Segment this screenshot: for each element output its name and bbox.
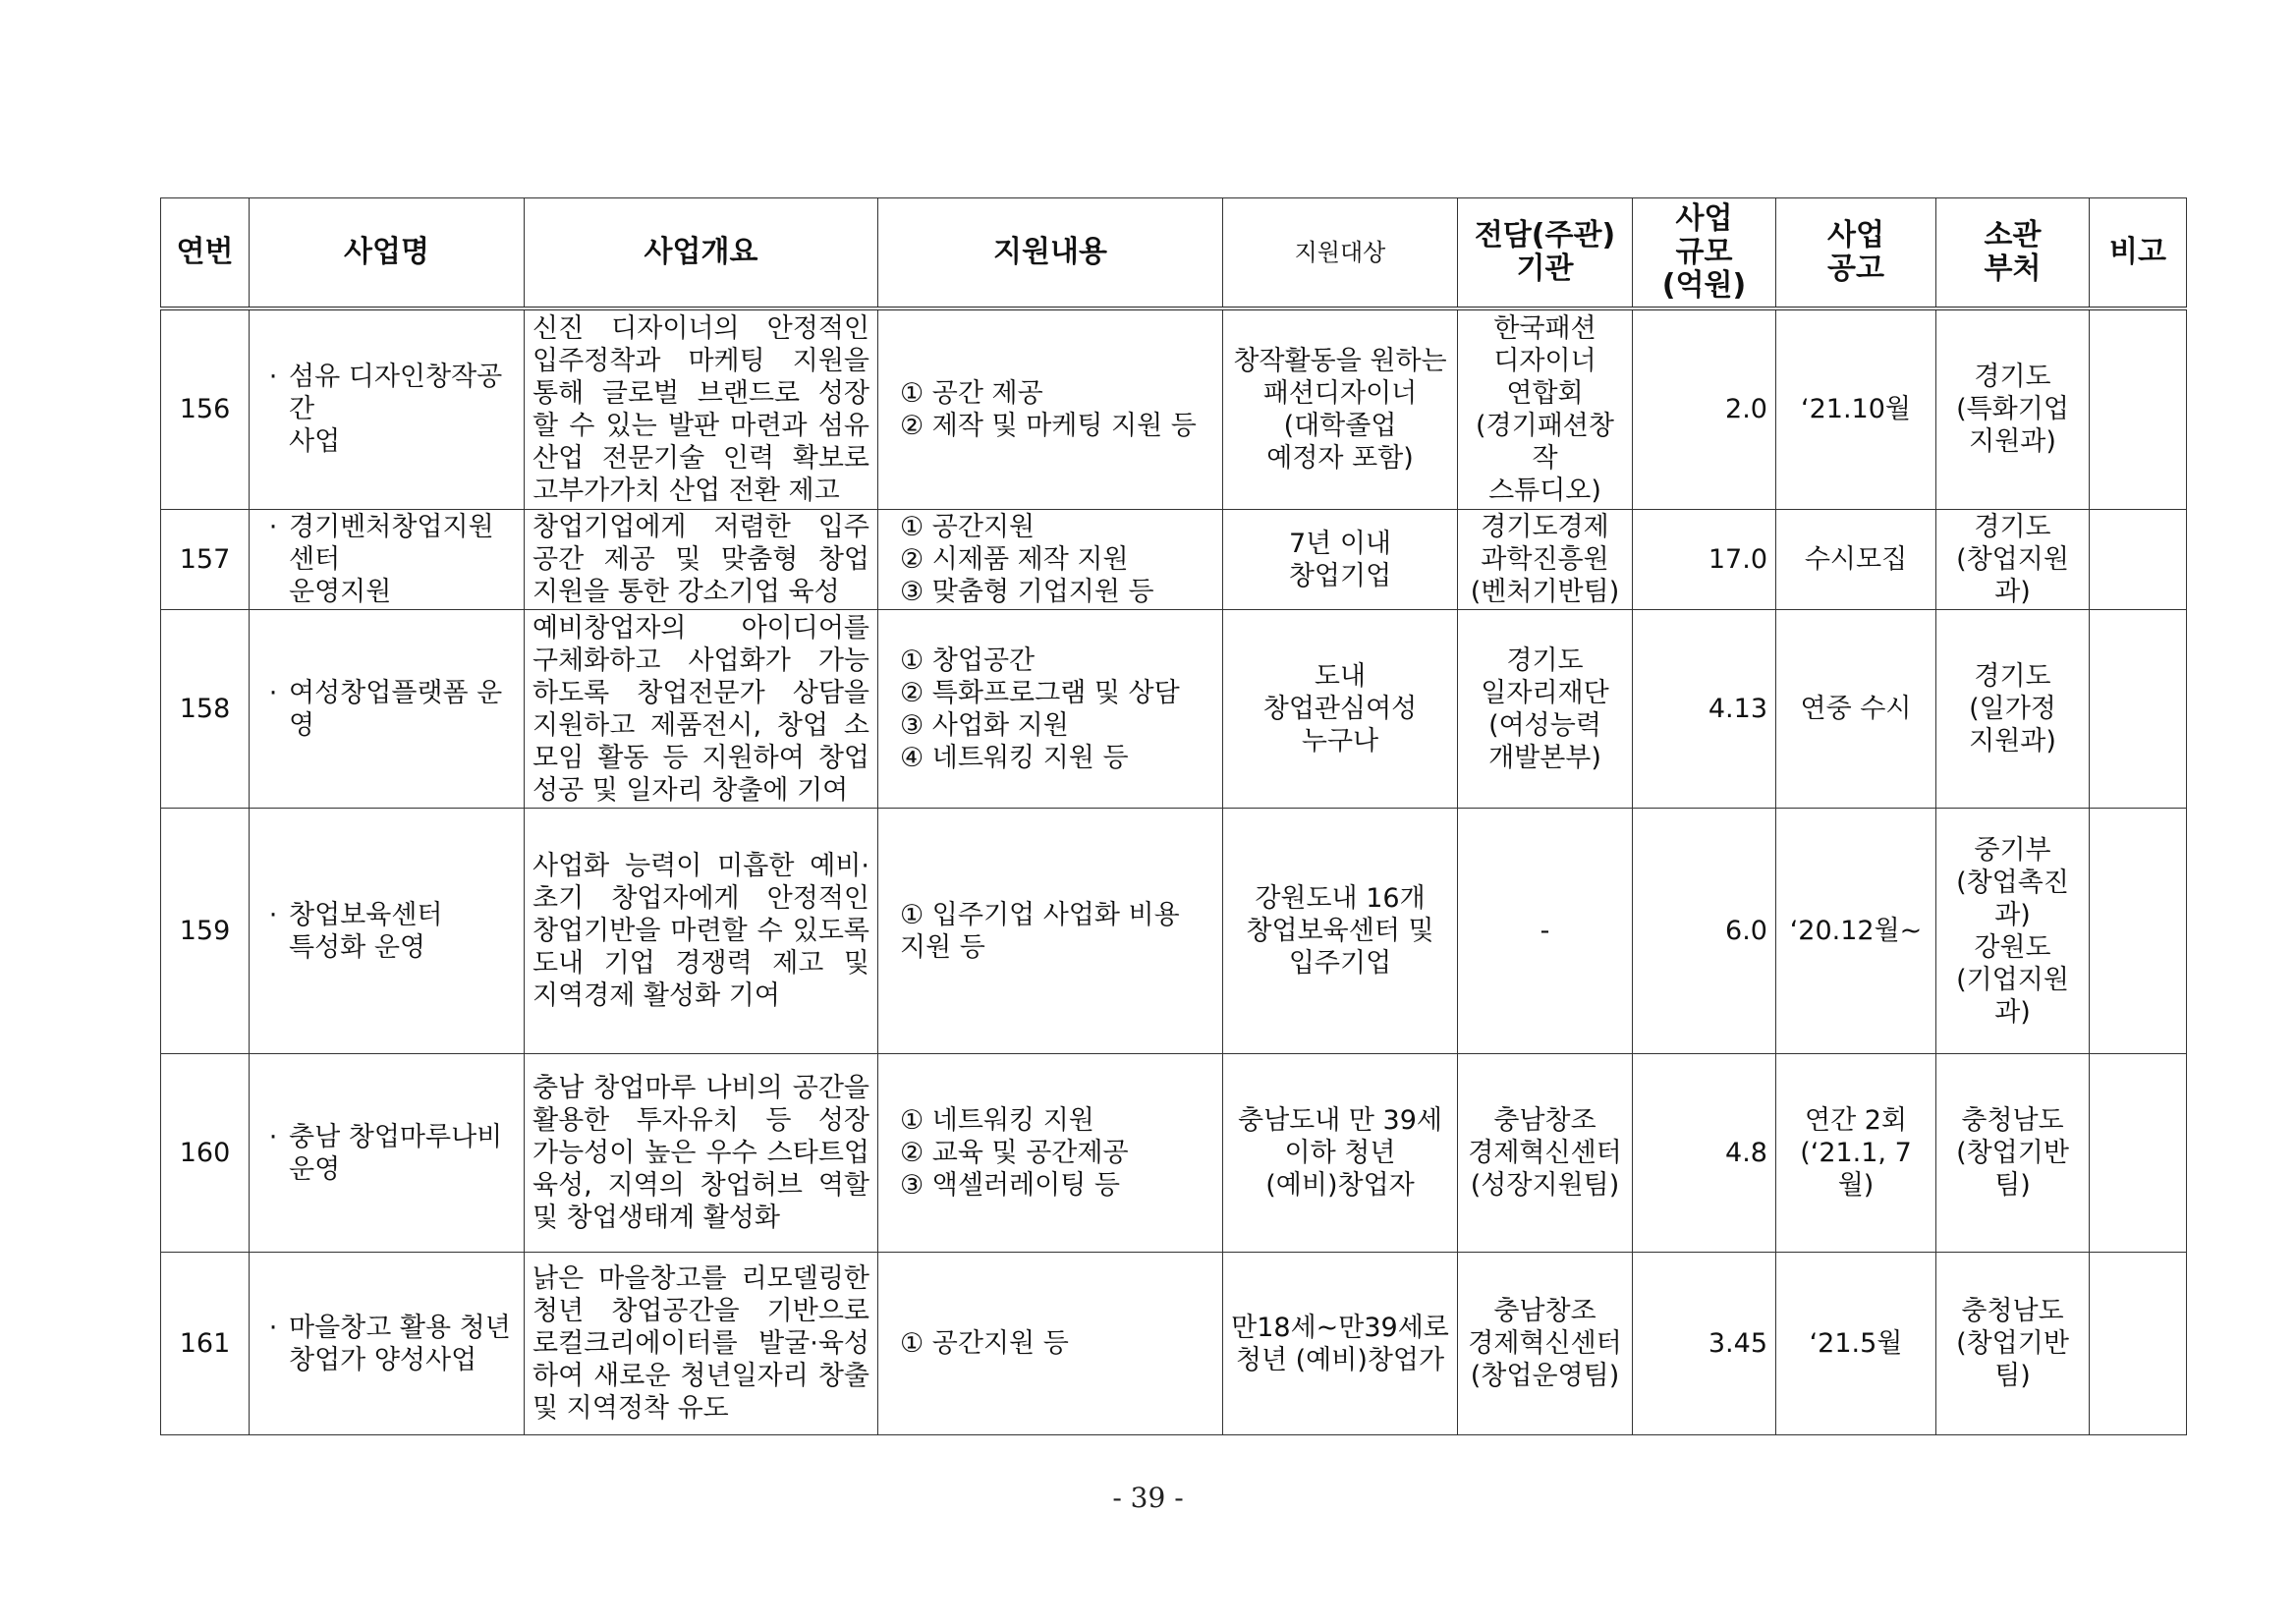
header-no: 연번 [161, 198, 250, 308]
business-name-text [289, 1121, 502, 1186]
overview-line: 하여 새로운 청년일자리 창출 [532, 1361, 869, 1391]
agency-line: 과학진흥원 [1481, 544, 1609, 575]
header-scale-line: (억원) [1661, 267, 1747, 303]
ministry-line: (일가정 [1969, 694, 2056, 724]
support-item: ① 창업공간 [900, 644, 1036, 676]
cell-ministry [1936, 308, 2090, 510]
support-item: ③ 사업화 지원 [900, 709, 1069, 741]
cell-support [878, 1054, 1223, 1253]
business-name-line: 특성화 운영 [289, 931, 425, 963]
cell-name [250, 610, 525, 809]
agency-line: (벤처기반팀) [1470, 577, 1620, 607]
overview-line: 입주정착과 마케팅 지원을 [532, 345, 869, 376]
cell-ministry [1936, 809, 2090, 1054]
cell-overview [525, 610, 878, 809]
overview-line: 활용한 투자유치 등 성장 [532, 1105, 869, 1136]
cell-target [1223, 1054, 1458, 1253]
header-scale [1633, 198, 1776, 308]
agency-line: (성장지원팀) [1470, 1170, 1620, 1201]
bullet-mark: · [268, 677, 278, 708]
cell-overview [525, 1253, 878, 1435]
business-name-line: 여성창업플랫폼 운영 [289, 677, 503, 741]
cell-notice [1776, 510, 1936, 610]
table-body [161, 308, 2187, 1435]
target-line: 청년 (예비)창업가 [1235, 1344, 1445, 1375]
cell-no: 156 [161, 308, 250, 510]
cell-remarks [2090, 308, 2187, 510]
notice-line: 연중 수시 [1800, 694, 1912, 724]
target-line: (예비)창업자 [1265, 1170, 1415, 1201]
ministry-line: 지원과) [1969, 426, 2056, 458]
cell-agency [1458, 610, 1633, 809]
overview-line: 도내 기업 경쟁력 제고 및 [532, 948, 869, 979]
business-name [257, 511, 516, 608]
cell-agency [1458, 1054, 1633, 1253]
support-item: 지원 등 [900, 931, 985, 963]
cell-ministry [1936, 1054, 2090, 1253]
cell-notice [1776, 809, 1936, 1054]
cell-support [878, 1253, 1223, 1435]
bullet-mark: · [268, 899, 278, 930]
cell-no: 158 [161, 610, 250, 809]
table-row [161, 809, 2187, 1054]
ministry-line: 경기도 [1974, 512, 2051, 542]
cell-notice [1776, 610, 1936, 809]
business-name-text [289, 511, 516, 608]
target-line: 이하 청년 [1284, 1138, 1396, 1168]
support-item: ② 제작 및 마케팅 지원 등 [900, 410, 1197, 441]
overview-line: 및 지역정착 유도 [532, 1393, 729, 1424]
cell-overview [525, 308, 878, 510]
target-line: 도내 [1314, 661, 1367, 692]
cell-target [1223, 308, 1458, 510]
cell-scale: 4.8 [1633, 1054, 1776, 1253]
target-line: 입주기업 [1288, 948, 1392, 979]
header-ministry [1936, 198, 2090, 308]
table-row [161, 1054, 2187, 1253]
business-name [257, 677, 516, 742]
cell-notice [1776, 308, 1936, 510]
target-line: 창작활동을 원하는 [1233, 345, 1447, 376]
agency-line: 경제혁신센터 [1468, 1138, 1622, 1168]
cell-ministry [1936, 510, 2090, 610]
header-overview: 사업개요 [525, 198, 878, 308]
support-item: ③ 액셀러레이팅 등 [900, 1170, 1120, 1201]
overview-line: 충남 창업마루 나비의 공간을 [532, 1073, 869, 1103]
cell-remarks [2090, 610, 2187, 809]
ministry-line: (창업촉진과) [1956, 867, 2069, 930]
header-scale-line: 사업 [1675, 200, 1733, 236]
overview-line: 청년 창업공간을 기반으로 [532, 1296, 869, 1326]
overview-line: 지원하고 제품전시, 창업 소 [532, 709, 869, 741]
ministry-line: 충청남도 [1961, 1296, 2064, 1326]
cell-no: 160 [161, 1054, 250, 1253]
cell-name [250, 1054, 525, 1253]
overview-line: 지원을 통한 강소기업 육성 [532, 577, 840, 607]
ministry-line: 중기부 [1974, 834, 2051, 866]
overview-line: 창업기업에게 저렴한 입주 [532, 512, 869, 542]
header-notice-line: 사업 [1827, 217, 1884, 252]
business-name-line: 충남 창업마루나비 [289, 1121, 503, 1152]
overview-line: 고부가가치 산업 전환 제고 [532, 475, 840, 506]
header-agency [1458, 198, 1633, 308]
support-item: ① 입주기업 사업화 비용 [900, 899, 1180, 930]
ministry-line: 강원도 [1974, 931, 2051, 963]
business-name [257, 361, 516, 458]
notice-line: ‘21.5월 [1809, 1328, 1903, 1359]
agency-line: 경제혁신센터 [1468, 1328, 1622, 1359]
ministry-line: 경기도 [1974, 661, 2051, 692]
cell-ministry [1936, 610, 2090, 809]
agency-line: 개발본부) [1488, 742, 1601, 773]
overview-line: 할 수 있는 발판 마련과 섬유 [532, 410, 869, 441]
support-item: ② 시제품 제작 지원 [900, 544, 1129, 575]
header-support: 지원내용 [878, 198, 1223, 308]
cell-scale: 6.0 [1633, 809, 1776, 1054]
business-name-line: 창업보육센터 [289, 899, 443, 930]
header-name: 사업명 [250, 198, 525, 308]
agency-line: 스튜디오) [1488, 475, 1601, 506]
target-line: 누구나 [1301, 726, 1379, 756]
overview-line: 낡은 마을창고를 리모델링한 [532, 1263, 869, 1294]
cell-no: 157 [161, 510, 250, 610]
cell-remarks [2090, 510, 2187, 610]
table-row [161, 1253, 2187, 1435]
agency-line: 경기도 [1506, 644, 1584, 676]
cell-support [878, 610, 1223, 809]
target-line: 창업기업 [1288, 560, 1392, 591]
notice-line: 수시모집 [1804, 544, 1908, 575]
agency-line: 경기도경제 [1481, 512, 1609, 542]
header-agency-line: 전담(주관) [1474, 217, 1616, 252]
target-line: 창업보육센터 및 [1246, 916, 1434, 946]
ministry-line: 지원과) [1969, 726, 2056, 756]
business-name [257, 1312, 516, 1376]
header-target: 지원대상 [1223, 198, 1458, 308]
cell-no: 159 [161, 809, 250, 1054]
cell-name [250, 809, 525, 1054]
cell-overview [525, 809, 878, 1054]
cell-overview [525, 510, 878, 610]
table-row [161, 308, 2187, 510]
header-ministry-line: 소관 [1984, 217, 2042, 252]
bullet-mark: · [268, 1121, 278, 1152]
target-line: 충남도내 만 39세 [1237, 1105, 1442, 1136]
business-name-text [289, 677, 516, 742]
cell-target [1223, 510, 1458, 610]
ministry-line: (기업지원과) [1956, 964, 2069, 1028]
ministry-line: (창업기반팀) [1956, 1138, 2069, 1201]
overview-line: 사업화 능력이 미흡한 예비· [532, 851, 869, 881]
cell-agency [1458, 1253, 1633, 1435]
table-row [161, 610, 2187, 809]
support-item: ④ 네트워킹 지원 등 [900, 742, 1129, 773]
overview-line: 통해 글로벌 브랜드로 성장 [532, 377, 869, 409]
cell-remarks [2090, 809, 2187, 1054]
ministry-line: (창업기반팀) [1956, 1328, 2069, 1391]
target-line: 예정자 포함) [1266, 442, 1414, 474]
cell-notice [1776, 1253, 1936, 1435]
business-name-line: 사업 [289, 426, 341, 458]
cell-name [250, 1253, 525, 1435]
cell-support [878, 308, 1223, 510]
target-line: 강원도내 16개 [1255, 883, 1426, 914]
business-name-text [289, 899, 443, 964]
overview-line: 구체화하고 사업화가 가능 [532, 644, 869, 676]
business-name [257, 1121, 516, 1186]
agency-line: 충남창조 [1493, 1296, 1596, 1326]
bullet-mark: · [268, 1312, 278, 1343]
cell-notice [1776, 1054, 1936, 1253]
table-row [161, 510, 2187, 610]
cell-support [878, 510, 1223, 610]
overview-line: 지역경제 활성화 기여 [532, 980, 780, 1011]
cell-agency [1458, 809, 1633, 1054]
overview-line: 및 창업생태계 활성화 [532, 1203, 780, 1233]
agency-line: (여성능력 [1488, 709, 1601, 741]
agency-line: 디자이너 [1493, 345, 1596, 376]
cell-target [1223, 1253, 1458, 1435]
header-notice-line: 공고 [1827, 251, 1884, 286]
cell-scale: 17.0 [1633, 510, 1776, 610]
cell-target [1223, 809, 1458, 1054]
overview-line: 예비창업자의 아이디어를 [532, 612, 869, 644]
header-remarks: 비고 [2090, 198, 2187, 308]
overview-line: 하도록 창업전문가 상담을 [532, 677, 869, 708]
business-table [160, 197, 2187, 1435]
support-item: ② 교육 및 공간제공 [900, 1138, 1129, 1168]
cell-scale: 2.0 [1633, 308, 1776, 510]
business-name-line: 운영지원 [289, 577, 392, 607]
overview-line: 로컬크리에이터를 발굴·육성 [532, 1328, 869, 1359]
notice-line: ‘21.10월 [1801, 394, 1911, 425]
header-notice [1776, 198, 1936, 308]
ministry-line: (창업지원과) [1956, 544, 2069, 607]
cell-ministry [1936, 1253, 2090, 1435]
cell-agency [1458, 510, 1633, 610]
cell-scale: 3.45 [1633, 1253, 1776, 1435]
target-line: 7년 이내 [1288, 528, 1391, 559]
header-row [161, 198, 2187, 308]
support-item: ① 공간지원 [900, 512, 1036, 542]
ministry-line: 경기도 [1974, 362, 2051, 393]
cell-target [1223, 610, 1458, 809]
header-scale-line: 규모 [1675, 234, 1733, 269]
overview-line: 성공 및 일자리 창출에 기여 [532, 774, 849, 806]
agency-line: 충남창조 [1493, 1105, 1596, 1136]
business-name-text [289, 361, 516, 458]
notice-line: (‘21.1, 7월) [1800, 1138, 1912, 1201]
cell-name [250, 308, 525, 510]
business-name-line: 창업가 양성사업 [289, 1344, 477, 1375]
support-item: ① 네트워킹 지원 [900, 1105, 1094, 1136]
cell-remarks [2090, 1253, 2187, 1435]
overview-line: 공간 제공 및 맞춤형 창업 [532, 544, 869, 575]
target-line: 창업관심여성 [1262, 694, 1418, 724]
overview-line: 창업기반을 마련할 수 있도록 [532, 916, 869, 946]
cell-no: 161 [161, 1253, 250, 1435]
agency-line: 일자리재단 [1481, 677, 1609, 708]
overview-line: 초기 창업자에게 안정적인 [532, 883, 869, 914]
agency-line: (창업운영팀) [1470, 1361, 1620, 1391]
support-item: ① 공간 제공 [900, 377, 1043, 409]
notice-line: ‘20.12월~ [1789, 916, 1923, 946]
header-ministry-line: 부처 [1984, 251, 2042, 286]
target-line: (대학졸업 [1283, 410, 1397, 441]
ministry-line: 충청남도 [1961, 1105, 2064, 1136]
cell-name [250, 510, 525, 610]
business-name-line: 섬유 디자인창작공간 [289, 362, 503, 425]
ministry-line: (특화기업 [1956, 394, 2069, 425]
cell-support [878, 809, 1223, 1054]
business-name-line: 마을창고 활용 청년 [289, 1312, 511, 1343]
support-item: ③ 맞춤형 기업지원 등 [900, 577, 1154, 607]
target-line: 패션디자이너 [1262, 377, 1418, 409]
agency-line: - [1540, 916, 1550, 946]
notice-line: 연간 2회 [1804, 1105, 1907, 1136]
business-name-line: 운영 [289, 1153, 341, 1185]
overview-line: 신진 디자이너의 안정적인 [532, 312, 869, 344]
agency-line: (경기패션창작 [1476, 410, 1614, 474]
cell-scale: 4.13 [1633, 610, 1776, 809]
bullet-mark: · [268, 512, 278, 542]
business-name-line: 경기벤처창업지원센터 [289, 512, 494, 575]
business-name [257, 899, 516, 964]
overview-line: 모임 활동 등 지원하여 창업 [532, 742, 869, 773]
agency-line: 한국패션 [1493, 312, 1596, 344]
header-agency-line: 기관 [1516, 251, 1574, 286]
cell-remarks [2090, 1054, 2187, 1253]
cell-overview [525, 1054, 878, 1253]
bullet-mark: · [268, 362, 278, 393]
target-line: 만18세~만39세로 [1231, 1312, 1449, 1343]
page-number: - 39 - [1112, 1482, 1184, 1514]
support-item: ① 공간지원 등 [900, 1328, 1069, 1359]
support-item: ② 특화프로그램 및 상담 [900, 677, 1180, 708]
agency-line: 연합회 [1506, 377, 1584, 409]
overview-line: 육성, 지역의 창업허브 역할 [532, 1170, 869, 1201]
overview-line: 산업 전문기술 인력 확보로 [532, 442, 869, 474]
business-name-text [289, 1312, 511, 1376]
cell-agency [1458, 308, 1633, 510]
overview-line: 가능성이 높은 우수 스타트업 [532, 1138, 869, 1168]
